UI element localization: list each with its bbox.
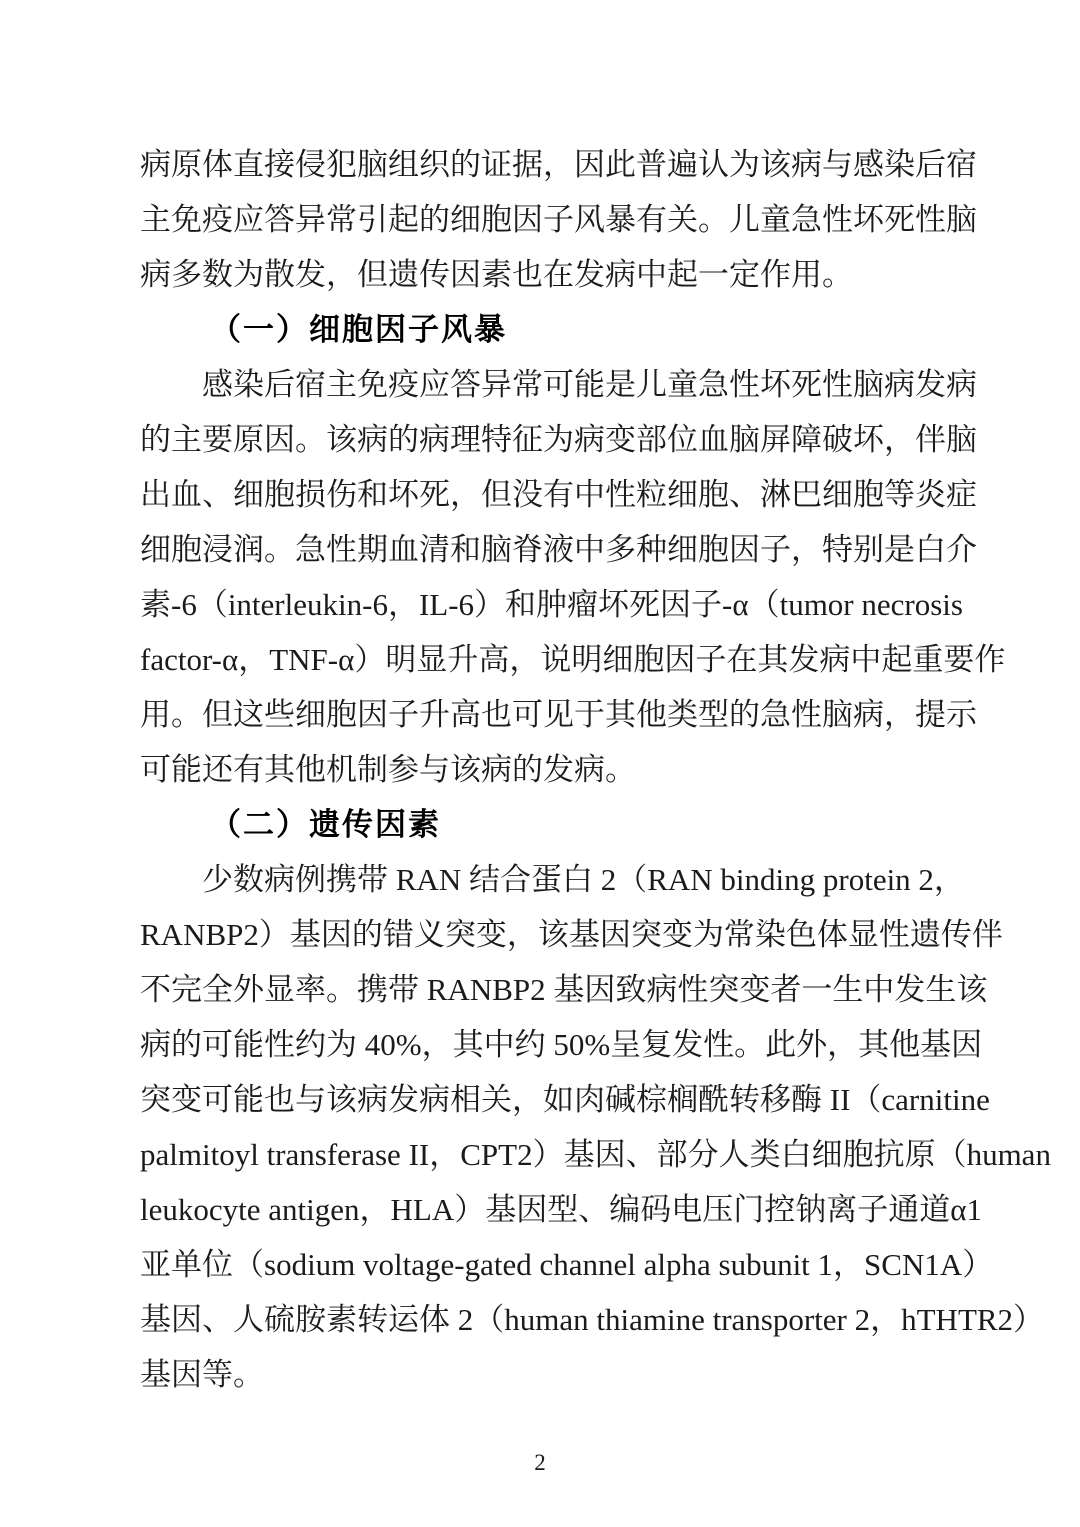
text-line: 基因等。 xyxy=(140,1357,264,1392)
text-line: factor-α，TNF-α）明显升高，说明细胞因子在其发病中起重要作 xyxy=(140,642,1006,677)
text-line: 可能还有其他机制参与该病的发病。 xyxy=(140,752,636,787)
text-line: RANBP2）基因的错义突变，该基因突变为常染色体显性遗传伴 xyxy=(140,917,1003,952)
text-line: 用。但这些细胞因子升高也可见于其他类型的急性脑病，提示 xyxy=(140,697,977,732)
text-line: 病的可能性约为 40%，其中约 50%呈复发性。此外，其他基因 xyxy=(140,1027,983,1062)
text-line: 病多数为散发，但遗传因素也在发病中起一定作用。 xyxy=(140,257,853,292)
text-line: 基因、人硫胺素转运体 2（human thiamine transporter 2，hTHTR2） xyxy=(140,1302,1045,1337)
text-line: 病原体直接侵犯脑组织的证据，因此普遍认为该病与感染后宿 xyxy=(140,147,977,182)
section-heading-genetic-factors: （二）遗传因素 xyxy=(210,807,441,842)
text-line: 突变可能也与该病发病相关，如肉碱棕榈酰转移酶 II（carnitine xyxy=(140,1082,990,1117)
section-heading-cytokine-storm: （一）细胞因子风暴 xyxy=(210,312,507,347)
text-line: palmitoyl transferase II，CPT2）基因、部分人类白细胞抗原（human xyxy=(140,1137,1051,1172)
text-line: 主免疫应答异常引起的细胞因子风暴有关。儿童急性坏死性脑 xyxy=(140,202,977,237)
text-line: 不完全外显率。携带 RANBP2 基因致病性突变者一生中发生该 xyxy=(140,972,988,1007)
text-line: 感染后宿主免疫应答异常可能是儿童急性坏死性脑病发病 xyxy=(202,367,977,402)
text-line: leukocyte antigen，HLA）基因型、编码电压门控钠离子通道α1 xyxy=(140,1192,982,1227)
text-line: 素-6（interleukin-6，IL-6）和肿瘤坏死因子-α（tumor necrosis xyxy=(140,587,963,622)
page-number: 2 xyxy=(534,1450,546,1475)
text-line: 少数病例携带 RAN 结合蛋白 2（RAN binding protein 2， xyxy=(202,862,965,897)
text-line: 亚单位（sodium voltage-gated channel alpha subunit 1，SCN1A） xyxy=(140,1247,994,1282)
text-line: 出血、细胞损伤和坏死，但没有中性粒细胞、淋巴细胞等炎症 xyxy=(140,477,977,512)
text-line: 细胞浸润。急性期血清和脑脊液中多种细胞因子，特别是白介 xyxy=(140,532,977,567)
text-line: 的主要原因。该病的病理特征为病变部位血脑屏障破坏，伴脑 xyxy=(140,422,977,457)
document-text-block xyxy=(140,137,1051,1402)
